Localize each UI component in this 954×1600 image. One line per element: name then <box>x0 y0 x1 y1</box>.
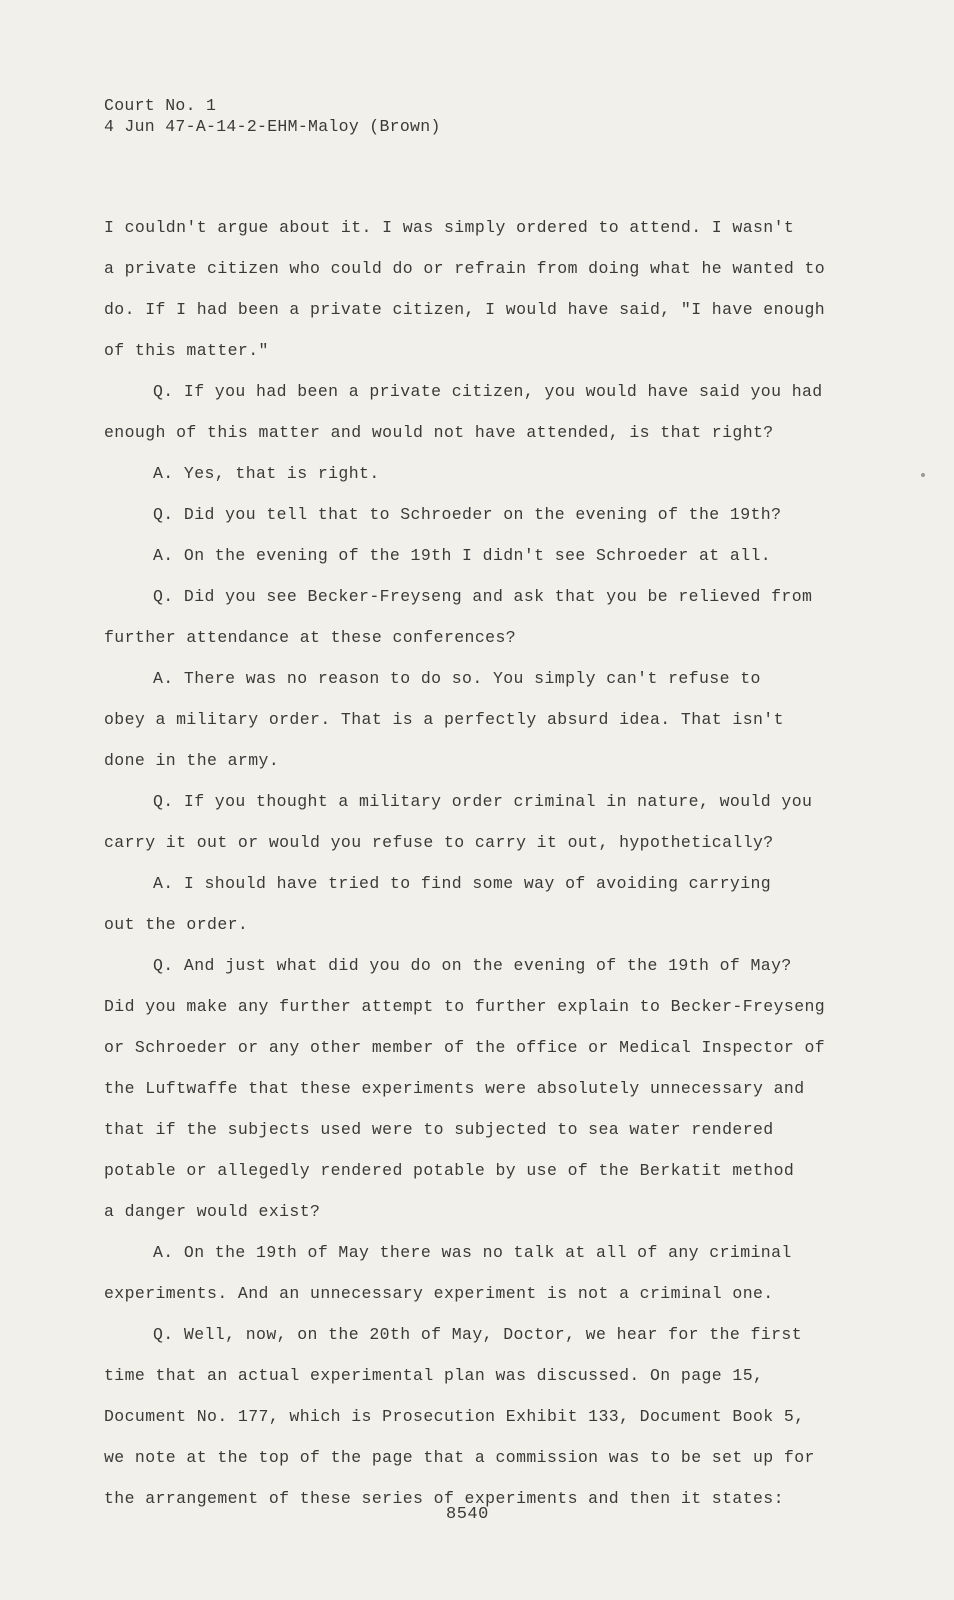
text-line: do. If I had been a private citizen, I would have said, "I have enough <box>104 300 826 319</box>
text-line: of this matter." <box>104 341 269 360</box>
text-line: done in the army. <box>104 751 280 770</box>
answer-line: A. On the 19th of May there was no talk at all of any criminal <box>153 1243 792 1262</box>
text-line: out the order. <box>104 915 249 934</box>
text-line: I couldn't argue about it. I was simply ordered to attend. I wasn't <box>104 218 795 237</box>
transcript-reference: 4 Jun 47-A-14-2-EHM-Maloy (Brown) <box>104 117 441 136</box>
text-line: enough of this matter and would not have attended, is that right? <box>104 423 774 442</box>
text-line: Document No. 177, which is Prosecution Exhibit 133, Document Book 5, <box>104 1407 805 1426</box>
answer-line: A. I should have tried to find some way of avoiding carrying <box>153 874 772 893</box>
text-line: obey a military order. That is a perfectly absurd idea. That isn't <box>104 710 784 729</box>
text-line: a private citizen who could do or refrain from doing what he wanted to <box>104 259 826 278</box>
answer-line: A. There was no reason to do so. You simply can't refuse to <box>153 669 761 688</box>
answer-line: A. On the evening of the 19th I didn't see Schroeder at all. <box>153 546 772 565</box>
text-line: that if the subjects used were to subjected to sea water rendered <box>104 1120 774 1139</box>
text-line: further attendance at these conferences? <box>104 628 517 647</box>
text-line: a danger would exist? <box>104 1202 321 1221</box>
text-line: carry it out or would you refuse to carry it out, hypothetically? <box>104 833 774 852</box>
question-line: Q. Did you see Becker-Freyseng and ask that you be relieved from <box>153 587 813 606</box>
court-number: Court No. 1 <box>104 96 217 115</box>
text-line: experiments. And an unnecessary experiment is not a criminal one. <box>104 1284 774 1303</box>
page-number: 8540 <box>446 1505 489 1524</box>
question-line: Q. If you had been a private citizen, you would have said you had <box>153 382 823 401</box>
question-line: Q. Well, now, on the 20th of May, Doctor, we hear for the first <box>153 1325 803 1344</box>
header <box>104 95 441 137</box>
question-line: Q. Did you tell that to Schroeder on the evening of the 19th? <box>153 505 782 524</box>
text-line: potable or allegedly rendered potable by use of the Berkatit method <box>104 1161 795 1180</box>
paper-speck <box>921 473 925 477</box>
answer-line: A. Yes, that is right. <box>153 464 380 483</box>
question-line: Q. And just what did you do on the evening of the 19th of May? <box>153 956 792 975</box>
question-line: Q. If you thought a military order criminal in nature, would you <box>153 792 813 811</box>
text-line: the Luftwaffe that these experiments were absolutely unnecessary and <box>104 1079 805 1098</box>
text-line: Did you make any further attempt to further explain to Becker-Freyseng <box>104 997 826 1016</box>
text-line: or Schroeder or any other member of the office or Medical Inspector of <box>104 1038 826 1057</box>
text-line: time that an actual experimental plan was discussed. On page 15, <box>104 1366 764 1385</box>
text-line: we note at the top of the page that a commission was to be set up for <box>104 1448 815 1467</box>
text-line: the arrangement of these series of experiments and then it states: <box>104 1489 784 1508</box>
